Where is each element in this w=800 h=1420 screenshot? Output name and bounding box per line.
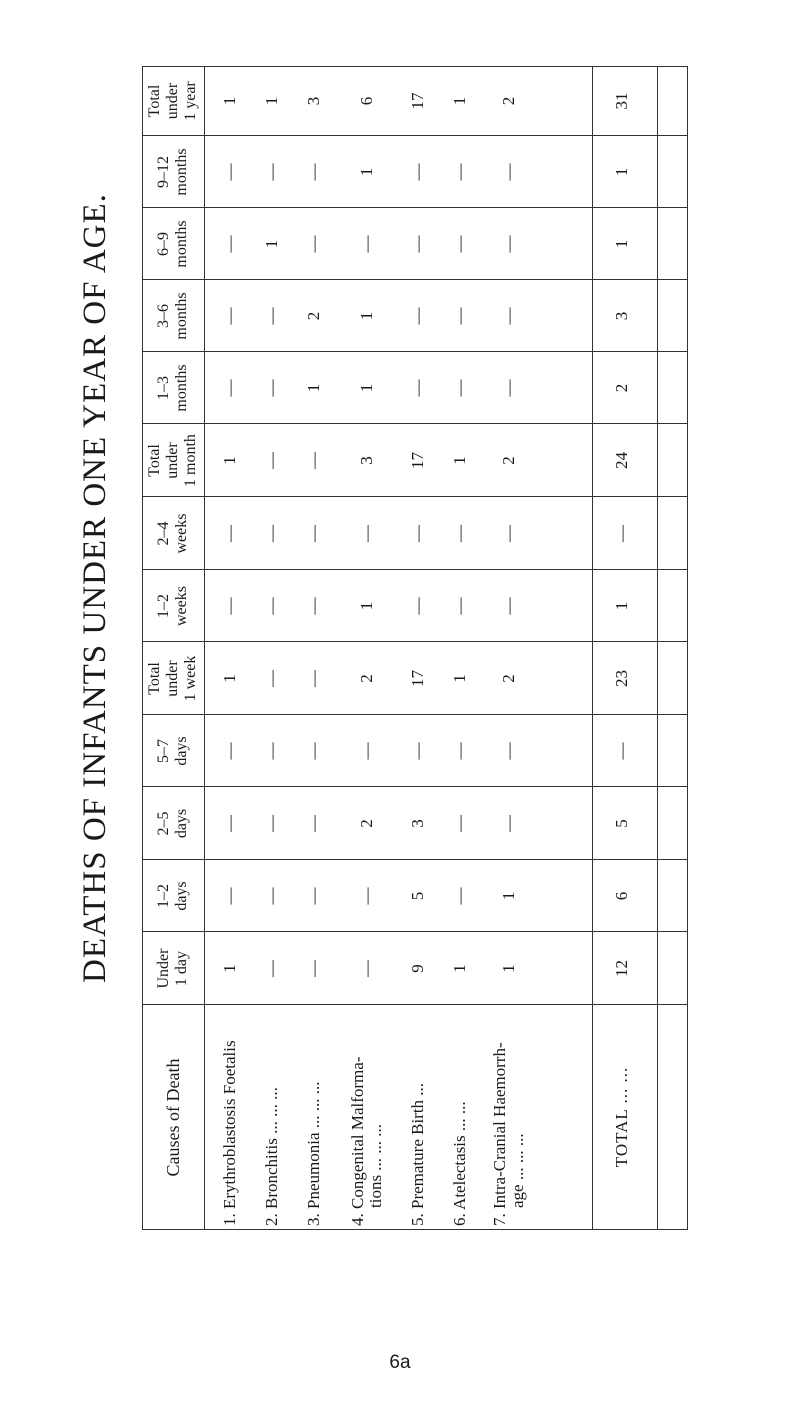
table-cell: 9 [408,964,427,973]
cause-label-line: 5. Premature Birth ... [408,1082,427,1226]
table-cell: — [499,307,518,325]
table-cell: — [450,815,469,832]
table-vline [142,859,687,860]
table-cell: — [499,742,518,760]
table-vline [142,66,687,67]
table-cell: — [262,307,281,325]
table-cell: — [262,525,281,542]
total-cell: 12 [612,960,631,977]
cause-label-line: 7. Intra-Cranial Haemorrh- [490,1042,509,1226]
column-header-line: under [164,660,181,697]
table-cell: 3 [357,456,376,465]
table-cell: — [220,742,239,760]
table-cell: — [499,235,518,253]
column-header-line: 1–2 [155,594,172,618]
table-cell: — [304,815,323,832]
total-cell: 1 [612,601,631,611]
total-cell: 23 [612,670,631,687]
total-cell: 3 [612,311,631,321]
table-cell: 1 [220,674,239,683]
table-cell: 1 [357,167,376,177]
table-cell: — [262,887,281,905]
total-cell: 5 [612,819,631,828]
table-cell: — [408,379,427,397]
table-cell: — [304,960,323,977]
table-cell: — [408,307,427,325]
column-header-line: 1 day [173,950,190,987]
column-header-line: Total [146,444,163,477]
table-cell: — [450,307,469,325]
total-cell: 1 [612,167,631,177]
table-cell: 1 [357,383,376,393]
column-header [142,424,204,497]
total-cell: 1 [612,239,631,249]
table-cell: 2 [357,674,376,683]
table-cell: — [304,452,323,469]
table-vline [142,496,687,497]
table-cell: — [499,525,518,542]
table-cell: — [262,742,281,760]
column-header [142,642,204,715]
total-label [613,1008,631,1226]
table-cell: — [499,597,518,615]
column-header-line: 2–4 [155,521,172,546]
column-header-line: 1–3 [155,376,172,400]
table-cell: — [262,163,281,181]
table-cell: — [220,887,239,905]
total-cell: 24 [612,452,631,469]
table-vline [142,786,687,787]
table-cell: 2 [499,96,518,106]
table-cell: 2 [357,819,376,828]
table-cell: — [262,815,281,832]
column-header-line: 1–2 [155,884,172,908]
column-header [142,570,204,642]
table-cell: — [304,887,323,905]
table-vline [142,351,687,352]
table-cell: 1 [220,964,239,973]
table-cell: — [220,815,239,832]
table-cell: 1 [220,96,239,106]
column-header-line: Under [155,948,172,989]
column-header [142,66,204,136]
total-cell: 31 [612,92,631,110]
table-cell: — [499,163,518,181]
cause-label-line: age ... ... ... [508,1133,527,1208]
table-cell: — [220,525,239,542]
table-cell: 1 [357,601,376,611]
column-header-line: months [173,292,190,340]
column-header-line: 1 year [182,81,199,121]
column-header [142,280,204,352]
cause-label [263,1008,281,1226]
table-vline [142,1229,687,1230]
column-header-line: 5–7 [155,739,172,763]
table-cell: — [357,235,376,253]
table-cell: 6 [357,96,376,106]
table-cell: 2 [499,674,518,683]
table-cell: 3 [304,96,323,106]
column-header [142,208,204,280]
cause-header: Causes of Death [162,1058,183,1177]
table-cell: 2 [499,456,518,465]
table-cell: — [304,235,323,253]
deaths-table [142,66,687,1230]
column-header-line: days [173,736,190,766]
table-cell: — [262,379,281,397]
table-cell: 1 [220,456,239,465]
table-cell: 1 [304,383,323,393]
table-vline [142,569,687,570]
table-cell: — [357,525,376,542]
total-cell: 2 [612,383,631,393]
column-header-line: 3–6 [155,304,172,328]
table-hline [657,66,658,1230]
table-vline [142,135,687,136]
table-cell: 2 [304,311,323,321]
table-cell: — [408,742,427,760]
table-cell: — [408,597,427,615]
table-vline [142,931,687,932]
table-cell: — [220,307,239,325]
table-vline [142,207,687,208]
page-number: 6a [389,1352,411,1373]
table-cell: — [357,742,376,760]
column-header-line: months [173,364,190,412]
column-header-line: months [173,220,190,268]
cause-label-line: 1. Erythroblastosis Foetalis [220,1040,239,1226]
table-cell: — [450,163,469,181]
table-cell: — [262,670,281,687]
table-vline [142,423,687,424]
table-cell: 1 [450,96,469,106]
table-vline [142,1004,687,1005]
column-header [142,352,204,424]
column-header-line: days [173,881,190,911]
table-cell: — [220,235,239,253]
table-cell: — [357,960,376,977]
table-vline [142,714,687,715]
column-header-line: under [164,82,181,120]
table-cell: 1 [450,674,469,683]
table-cell: — [357,887,376,905]
table-cell: — [499,379,518,397]
table-cell: — [408,235,427,253]
table-cell: — [304,163,323,181]
table-cell: — [262,960,281,977]
table-cell: — [304,742,323,760]
column-header-line: 1 week [182,655,199,702]
column-header [142,860,204,932]
cause-label [451,1008,469,1226]
table-cell: 1 [262,96,281,106]
table-cell: 17 [408,670,427,687]
table-cell: — [408,525,427,542]
table-cell: 1 [499,891,518,901]
column-header [142,715,204,787]
table-cell: — [450,379,469,397]
cause-label-line: 6. Atelectasis ... ... [450,1101,469,1226]
table-vline [142,279,687,280]
table-cell: — [304,670,323,687]
table-cell: — [262,452,281,469]
cause-label [491,1008,527,1226]
column-header-line: 2–5 [155,811,172,836]
table-cell: — [450,597,469,615]
table-cell: — [450,887,469,905]
page-title: DEATHS OF INFANTS UNDER ONE YEAR OF AGE. [77,193,113,983]
table-cell: 5 [408,891,427,901]
total-cell: — [612,742,631,760]
cause-label [221,1008,239,1226]
column-header-line: Total [146,84,163,118]
table-cell: — [220,379,239,397]
table-hline [592,66,593,1230]
column-header-line: days [173,808,190,839]
cause-label-line: 2. Bronchitis ... ... ... [262,1087,281,1226]
table-cell: — [304,597,323,615]
table-cell: — [408,163,427,181]
column-header [142,787,204,860]
table-cell: — [499,815,518,832]
table-cell: 17 [408,452,427,469]
column-header-line: months [173,148,190,196]
table-cell: 17 [408,92,427,110]
table-cell: 1 [450,964,469,973]
cause-label-line: 4. Congenital Malforma- [348,1056,367,1226]
table-cell: — [262,597,281,615]
table-vline [142,641,687,642]
column-header-line: weeks [173,513,190,554]
table-cell: — [304,525,323,542]
column-header-line: 6–9 [155,232,172,256]
cause-label [305,1008,323,1226]
column-header-line: Total [146,662,163,695]
cause-label-line: 3. Pneumonia ... ... ... [304,1081,323,1226]
total-cell: 6 [612,891,631,901]
column-header-line: 1 month [182,434,199,487]
total-cell: — [612,525,631,542]
table-cell: 1 [450,456,469,465]
table-hline [687,66,688,1230]
table-cell: — [220,163,239,181]
column-header-line: under [164,442,181,479]
table-cell: 1 [262,239,281,249]
column-header [142,136,204,208]
table-cell: — [220,597,239,615]
column-header [142,932,204,1005]
table-cell: 3 [408,819,427,828]
table-hline [204,66,205,1230]
table-cell: — [450,235,469,253]
table-cell: — [450,742,469,760]
table-cell: 1 [357,311,376,321]
column-header-line: weeks [173,586,190,626]
cause-label [349,1008,385,1226]
column-header [142,497,204,570]
table-cell: — [450,525,469,542]
cause-label-line: tions ... ... ... [366,1123,385,1208]
table-cell: 1 [499,964,518,973]
column-header-line: 9–12 [155,156,172,188]
cause-label [409,1008,427,1226]
cause-label-line: TOTAL ... ... [612,1066,631,1168]
